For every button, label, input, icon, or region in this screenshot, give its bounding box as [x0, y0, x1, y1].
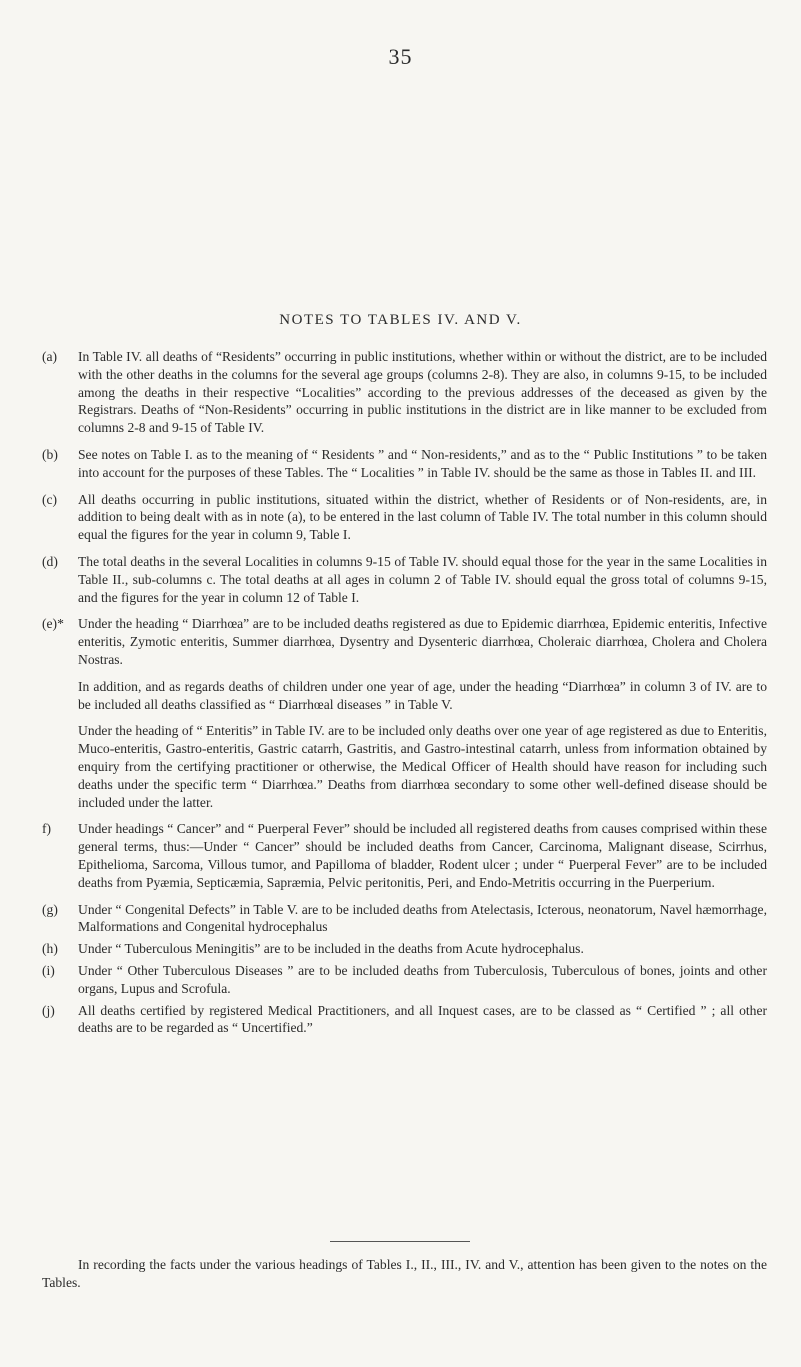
note-label: (b) — [42, 446, 58, 462]
note-paragraph: All deaths occurring in public institutions, situated within the district, whether of Residents or of Non-residents, are, in addition to being dealt with as in note (a), to be entered in the last column of Table IV. The total number in this column should equal the figures for the year in column 9, Table I. — [78, 491, 767, 543]
note-body — [78, 940, 767, 958]
note-body — [78, 1002, 767, 1038]
note-label: f) — [42, 821, 52, 837]
note-f — [42, 820, 767, 891]
note-paragraph: All deaths certified by registered Medical Practitioners, and all Inquest cases, are to be classed as “ Certified ” ; all other deaths are to be regarded as “ Uncertified.” — [78, 1002, 767, 1036]
note-label: (c) — [42, 491, 58, 507]
note-label: (e)* — [42, 616, 64, 632]
note-label: (d) — [42, 553, 58, 569]
note-body — [78, 446, 767, 482]
note-j — [42, 1002, 767, 1038]
note-paragraph: Under “ Congenital Defects” in Table V. are to be included deaths from Atelectasis, Icterous, neonatorum, Navel hæmorrhage, Malformations and Congenital hydrocephalus — [78, 901, 767, 935]
page-number: 35 — [388, 44, 413, 69]
notes-list — [42, 348, 767, 1046]
note-e — [42, 615, 767, 811]
note-label: (h) — [42, 941, 58, 957]
note-g — [42, 901, 767, 937]
note-d — [42, 553, 767, 606]
note-body — [78, 901, 767, 937]
note-a — [42, 348, 767, 437]
note-paragraph: Under “ Other Tuberculous Diseases ” are to be included deaths from Tuberculosis, Tuberculous of bones, joints and other organs, Lupus and Scrofula. — [78, 962, 767, 996]
note-paragraph: In addition, and as regards deaths of children under one year of age, under the heading “Diarrhœa” in column 3 of IV. are to be included all deaths classified as “ Diarrhœal diseases ” in Table V. — [78, 678, 767, 712]
section-divider — [330, 1241, 470, 1242]
note-label: (a) — [42, 349, 58, 364]
note-label: (g) — [42, 901, 58, 917]
note-h — [42, 940, 767, 958]
note-label: (i) — [42, 962, 55, 978]
note-paragraph: Under the heading of “ Enteritis” in Table IV. are to be included only deaths over one year of age registered as due to Enteritis, Muco-enteritis, Gastro-enteritis, Gastric catarrh, Gastritis, and Gastro-intestinal catarrh, unless from information obtained by enquiry from the certifying practitioner or otherwise, the Medical Officer of Health should have reason for including such deaths under the specific term “ Diarrhœa.” Deaths from diarrhœa secondary to some other well-defined disease should be included under the latter. — [78, 723, 767, 810]
note-body — [78, 962, 767, 998]
closing-paragraph: In recording the facts under the various headings of Tables I., II., III., IV. and V., attention has been given to the notes on the Tables. — [42, 1257, 767, 1290]
note-paragraph: Under “ Tuberculous Meningitis” are to be included in the deaths from Acute hydrocephalus. — [78, 941, 584, 957]
note-body — [78, 348, 767, 437]
note-paragraph: Under the heading “ Diarrhœa” are to be included deaths registered as due to Epidemic diarrhœa, Epidemic enteritis, Infective enteritis, Zymotic enteritis, Summer diarrhœa, Dysentry and Dysenteric diarrhœa, Choleraic diarrhœa, Cholera and Cholera Nostras. — [78, 616, 767, 667]
note-body — [78, 820, 767, 891]
note-i — [42, 962, 767, 998]
note-b — [42, 446, 767, 482]
note-body — [78, 491, 767, 544]
note-paragraph: In Table IV. all deaths of “Residents” occurring in public institutions, whether within or without the district, are to be included with the other deaths in the columns for the several age groups (columns 2-8). They are also, in columns 9-15, to be included among the deaths in their respective “Localities” according to the previous addresses of the deceased as given by the Registrars. Deaths of “Non-Residents” occurring in public institutions in the district are in like manner to be excluded from columns 2-8 and 9-15 of Table IV. — [78, 349, 767, 436]
note-body — [78, 553, 767, 606]
note-body — [78, 615, 767, 811]
note-paragraph: The total deaths in the several Localities in columns 9-15 of Table IV. should equal those for the year in the same Localities in Table II., sub-columns c. The total deaths at all ages in column 2 of Table IV. should equal the gross total of columns 9-15, and the figures for the year in column 12 of Table I. — [78, 553, 767, 605]
note-paragraph: Under headings “ Cancer” and “ Puerperal Fever” should be included all registered deaths from causes comprised within these general terms, thus:—Under “ Cancer” should be included deaths from Cancer, Carcinoma, Malignant disease, Scirrhus, Epithelioma, Sarcoma, Villous tumor, and Papilloma of bladder, Rodent ulcer ; under “ Puerperal Fever” are to be included deaths from Pyæmia, Septicæmia, Sapræmia, Pelvic peritonitis, Peri, and Endo-Metritis occurring in the Puerperium. — [78, 821, 767, 890]
note-c — [42, 491, 767, 544]
notes-title: NOTES TO TABLES IV. AND V. — [279, 312, 522, 328]
note-paragraph: See notes on Table I. as to the meaning of “ Residents ” and “ Non-residents,” and as to the “ Public Institutions ” to be taken into account for the purposes of these Tables. The “ Localities ” in Table IV. should be the same as those in Tables II. and III. — [78, 446, 767, 480]
note-label: (j) — [42, 1002, 55, 1018]
